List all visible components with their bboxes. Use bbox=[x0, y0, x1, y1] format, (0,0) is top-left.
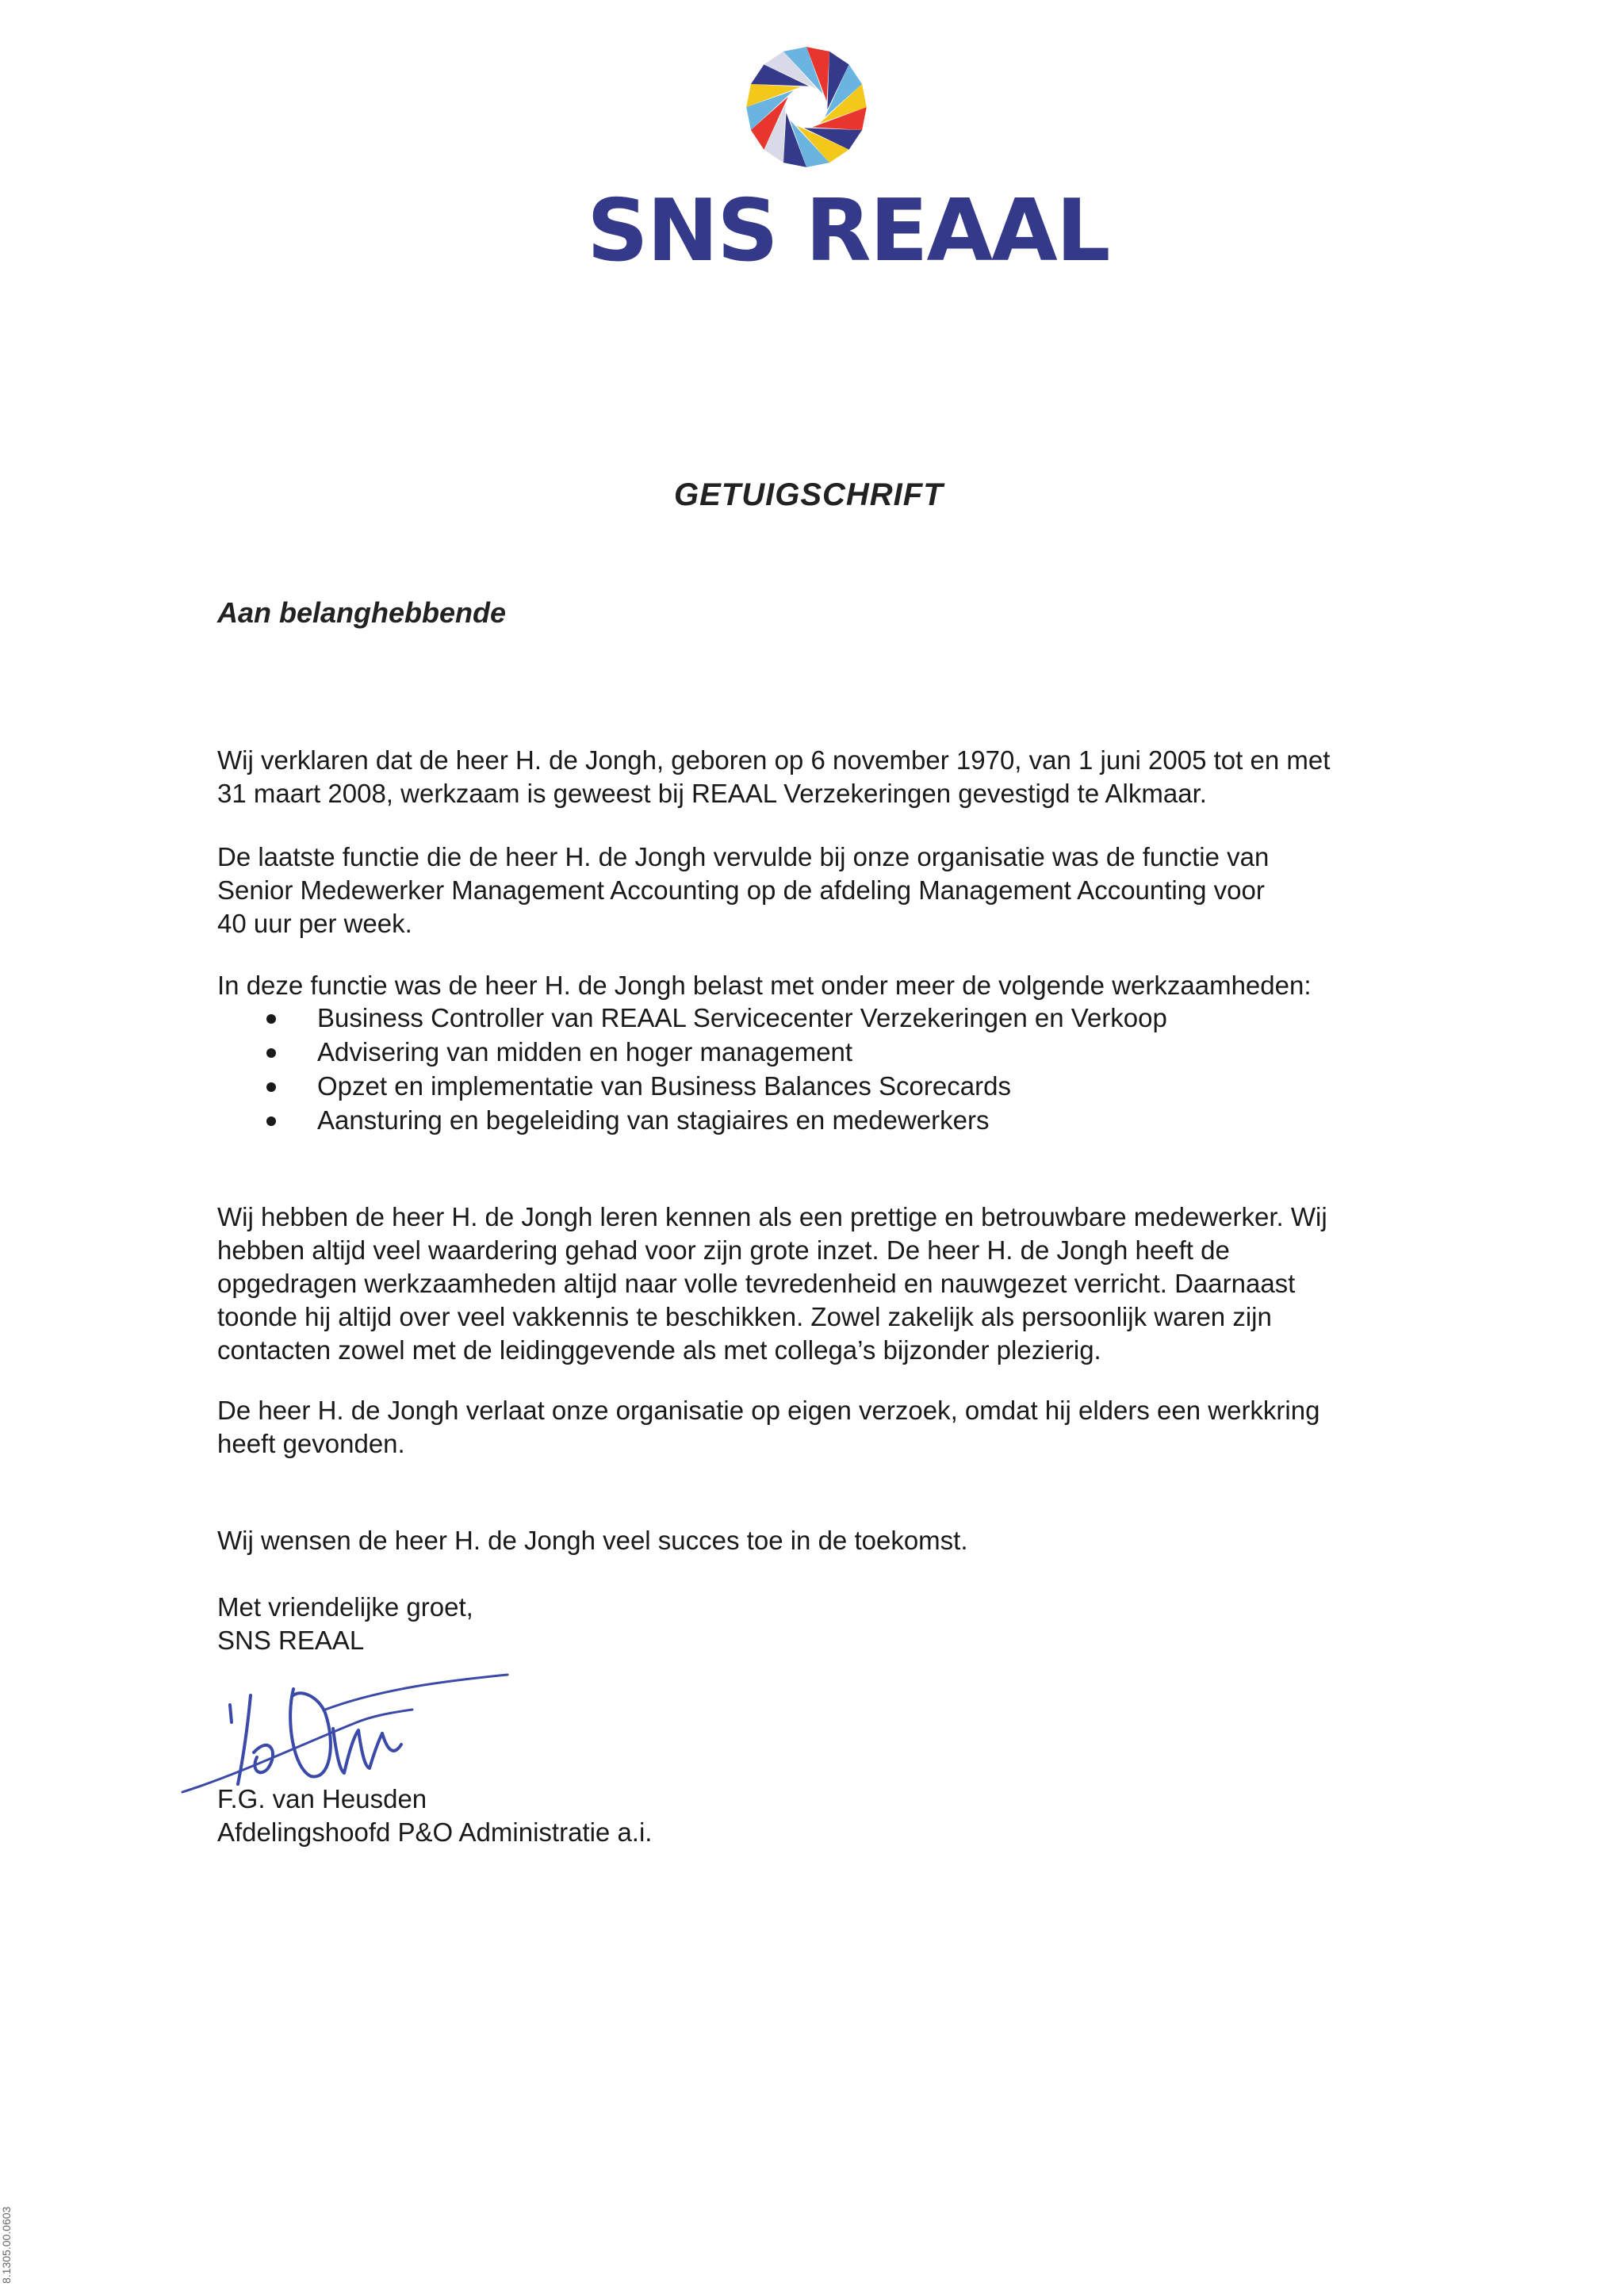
list-item bbox=[217, 1035, 1167, 1069]
brand-wordmark: SNS REAAL bbox=[587, 182, 1109, 281]
paragraph-employment-period bbox=[217, 744, 1423, 810]
paragraph-line: hebben altijd veel waardering gehad voor zijn grote inzet. De heer H. de Jongh heeft de bbox=[217, 1235, 1230, 1265]
paragraph-assessment bbox=[217, 1201, 1423, 1367]
list-item bbox=[217, 1103, 1167, 1137]
paragraph-line: Wij wensen de heer H. de Jongh veel succes toe in de toekomst. bbox=[217, 1526, 968, 1555]
closing-company: SNS REAAL bbox=[217, 1626, 365, 1655]
paragraph-line: heeft gevonden. bbox=[217, 1429, 405, 1458]
paragraph-line: De laatste functie die de heer H. de Jongh vervulde bij onze organisatie was de functie van bbox=[217, 842, 1270, 871]
signatory-block bbox=[217, 1783, 1423, 1849]
paragraph-line: In deze functie was de heer H. de Jongh belast met onder meer de volgende werkzaamheden: bbox=[217, 971, 1312, 1000]
paragraph-line: 31 maart 2008, werkzaam is geweest bij REAAL Verzekeringen gevestigd te Alkmaar. bbox=[217, 779, 1207, 808]
paragraph-line: opgedragen werkzaamheden altijd naar volle tevredenheid en nauwgezet verricht. Daarnaast bbox=[217, 1269, 1296, 1298]
document-title: GETUIGSCHRIFT bbox=[674, 477, 944, 512]
signatory-name: F.G. van Heusden bbox=[217, 1784, 427, 1813]
bullet-icon bbox=[266, 1116, 276, 1126]
bullet-icon bbox=[266, 1014, 276, 1024]
paragraph-line: contacten zowel met de leidinggevende als met collega’s bijzonder plezierig. bbox=[217, 1335, 1101, 1365]
logo-center bbox=[799, 100, 814, 115]
form-code: 8.1305.00.0603 bbox=[0, 2206, 13, 2284]
paragraph-line: Wij verklaren dat de heer H. de Jongh, geboren op 6 november 1970, van 1 juni 2005 tot en met bbox=[217, 745, 1331, 775]
list-item-text: Advisering van midden en hoger management bbox=[317, 1037, 853, 1067]
paragraph-line: 40 uur per week. bbox=[217, 909, 412, 938]
paragraph-line: toonde hij altijd over veel vakkennis te beschikken. Zowel zakelijk als persoonlijk waren zijn bbox=[217, 1302, 1272, 1331]
paragraph-line: De heer H. de Jongh verlaat onze organisatie op eigen verzoek, omdat hij elders een werkkring bbox=[217, 1396, 1320, 1425]
paragraph-departure bbox=[217, 1394, 1423, 1461]
paragraph-line: Wij hebben de heer H. de Jongh leren kennen als een prettige en betrouwbare medewerker. Wij bbox=[217, 1202, 1327, 1231]
paragraph-line: Senior Medewerker Management Accounting op de afdeling Management Accounting voor bbox=[217, 875, 1265, 905]
paragraph-duties-intro bbox=[217, 969, 1423, 1002]
bullet-icon bbox=[266, 1082, 276, 1092]
list-item-text: Opzet en implementatie van Business Balances Scorecards bbox=[317, 1071, 1011, 1101]
paragraph-wishes bbox=[217, 1524, 1423, 1557]
salutation: Aan belanghebbende bbox=[217, 596, 507, 629]
sns-reaal-logo-icon bbox=[744, 44, 869, 170]
closing-greeting: Met vriendelijke groet, bbox=[217, 1592, 473, 1622]
list-item bbox=[217, 1069, 1167, 1103]
paragraph-last-position bbox=[217, 841, 1423, 940]
duties-list bbox=[217, 1001, 1167, 1137]
list-item bbox=[217, 1001, 1167, 1035]
signatory-title: Afdelingshoofd P&O Administratie a.i. bbox=[217, 1817, 653, 1847]
list-item-text: Aansturing en begeleiding van stagiaires en medewerkers bbox=[317, 1105, 990, 1135]
list-item-text: Business Controller van REAAL Servicecenter Verzekeringen en Verkoop bbox=[317, 1003, 1167, 1032]
bullet-icon bbox=[266, 1048, 276, 1058]
